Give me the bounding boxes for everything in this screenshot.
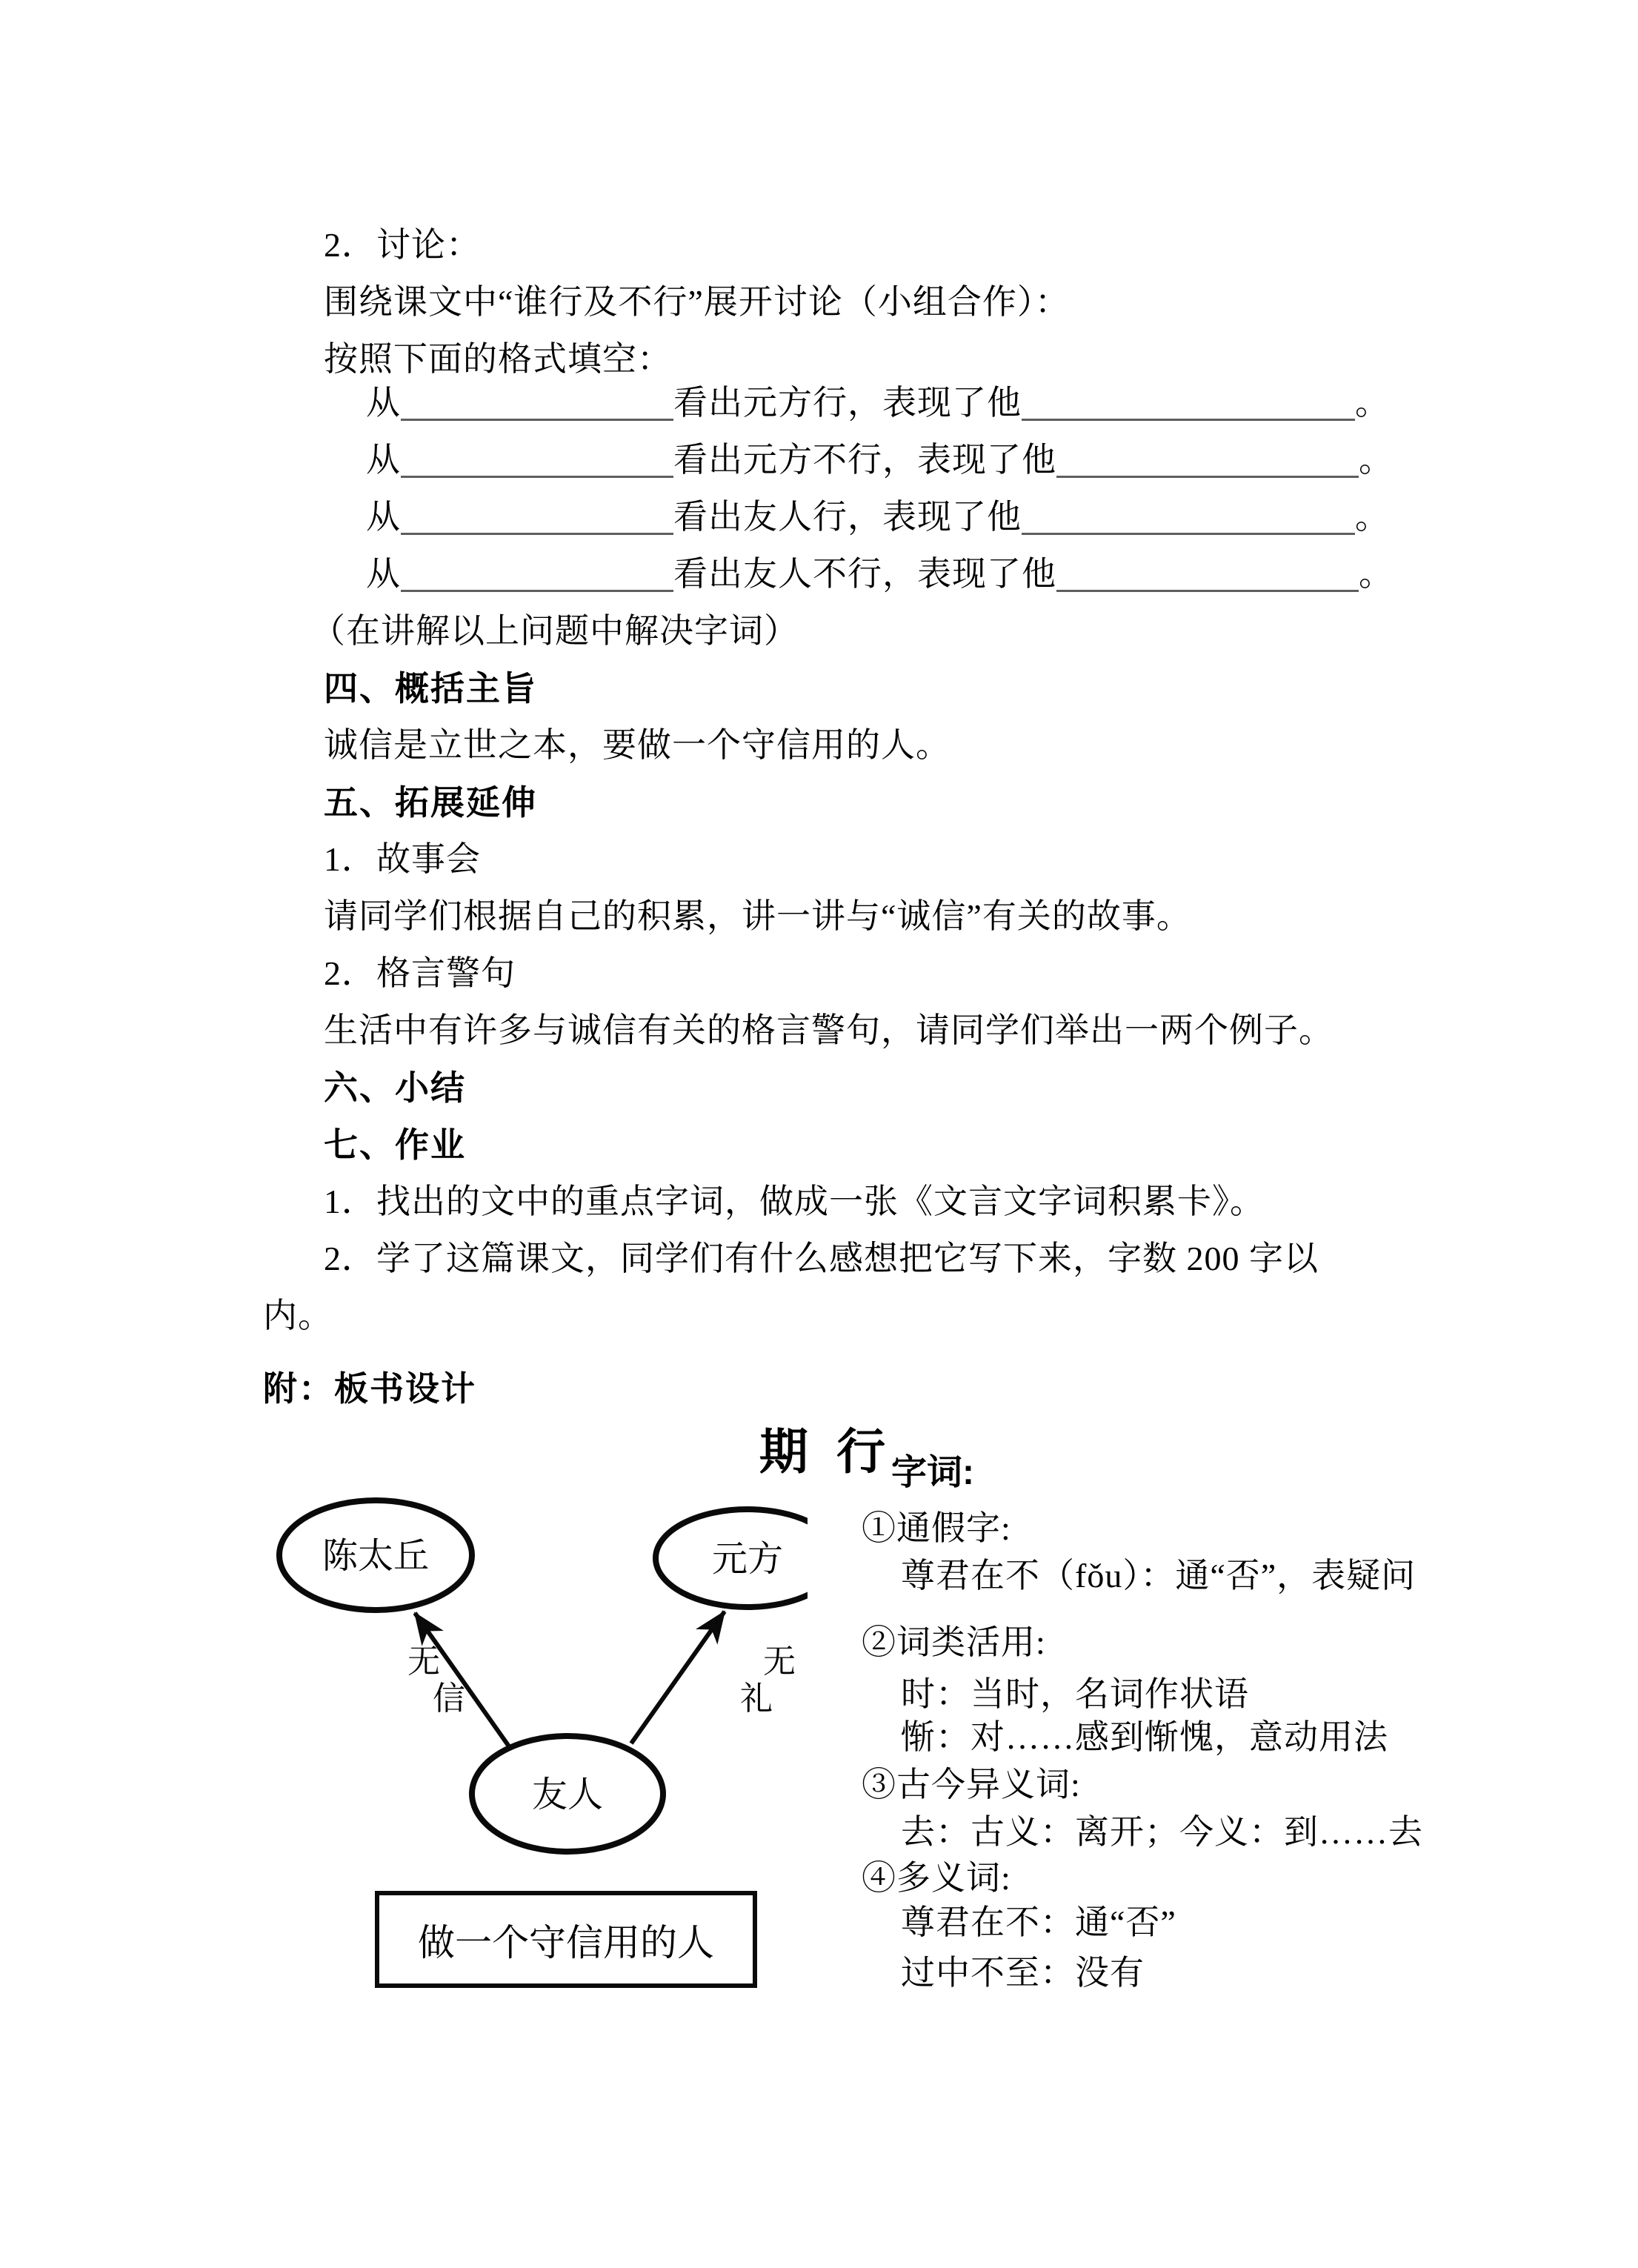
arrow-youren-to-chentaiqiu	[415, 1613, 509, 1746]
blank-underline	[401, 419, 673, 421]
board-diagram	[244, 1474, 808, 1993]
edge-label-wu-li-2: 礼	[740, 1680, 773, 1717]
edge-label-wu-xin-2: 信	[433, 1680, 465, 1717]
blank-underline	[1056, 476, 1359, 478]
doc-line-motto: 2．格言警句	[324, 954, 516, 992]
section-heading-board-design: 附：板书设计	[263, 1369, 476, 1408]
conclusion-box-label: 做一个守信用的人	[418, 1922, 714, 1963]
glossary-sub-shi: 时：当时，名词作状语	[901, 1675, 1249, 1713]
fill-line	[366, 551, 1394, 597]
blank-underline	[401, 533, 673, 535]
doc-line-homework-2-cont: 内。	[263, 1297, 333, 1334]
doc-line-story-task: 请同学们根据自己的积累，讲一讲与“诚信”有关的故事。	[324, 897, 1191, 935]
glossary-heading: 字词:	[891, 1453, 974, 1492]
fill-mid: 看出友人行，表现了他	[673, 498, 1022, 536]
node-label-youren: 友人	[531, 1775, 604, 1815]
doc-line-homework-2: 2．学了这篇课文，同学们有什么感想把它写下来，字数 200 字以	[324, 1240, 1319, 1277]
glossary-item-tongjiazi: ①通假字:	[862, 1509, 1011, 1547]
fill-mid: 看出元方行，表现了他	[673, 384, 1022, 422]
glossary-item-cilei: ②词类活用:	[862, 1623, 1046, 1661]
doc-line-fill-instruction: 按照下面的格式填空：	[324, 340, 672, 378]
edge-label-wu-xin-1: 无	[407, 1643, 440, 1680]
section-heading-extension: 五、拓展延伸	[324, 783, 537, 822]
blank-underline	[1056, 590, 1359, 592]
doc-line-motto-task: 生活中有许多与诚信有关的格言警句，请同学们举出一两个例子。	[324, 1011, 1334, 1049]
doc-line-theme: 诚信是立世之本，要做一个守信用的人。	[324, 726, 950, 764]
blank-underline	[401, 476, 673, 478]
glossary-sub-zunjun: 尊君在不：通“否”	[901, 1903, 1176, 1941]
section-heading-summary: 四、概括主旨	[324, 669, 537, 708]
board-title: 期 行	[759, 1424, 893, 1479]
fill-suffix: 。	[1355, 498, 1390, 536]
fill-suffix: 。	[1355, 384, 1390, 422]
fill-suffix: 。	[1359, 441, 1394, 479]
arrow-youren-to-yuanfang	[631, 1612, 725, 1743]
fill-prefix: 从	[366, 441, 401, 479]
node-label-chen-taiqiu: 陈太丘	[322, 1537, 430, 1576]
section-heading-homework: 七、作业	[324, 1125, 466, 1164]
fill-suffix: 。	[1359, 555, 1394, 593]
glossary-item-gujin: ③古今异义词:	[862, 1766, 1081, 1803]
fill-prefix: 从	[366, 555, 401, 593]
doc-line-discussion: 2．讨论：	[324, 226, 481, 264]
fill-line	[366, 437, 1394, 483]
node-label-yuanfang: 元方	[711, 1540, 784, 1579]
doc-line-story-meeting: 1．故事会	[324, 840, 481, 878]
blank-underline	[1022, 533, 1355, 535]
edge-label-wu-li-1: 无	[763, 1643, 796, 1680]
fill-mid: 看出友人不行，表现了他	[673, 555, 1056, 593]
fill-line	[366, 380, 1390, 426]
doc-line-discussion-topic: 围绕课文中“谁行及不行”展开讨论（小组合作）：	[324, 283, 1070, 321]
glossary-sub-zunjun-fou: 尊君在不（fǒu）：通“否”，表疑问	[901, 1557, 1416, 1594]
glossary-sub-can: 惭：对……感到惭愧，意动用法	[901, 1718, 1388, 1756]
glossary-sub-guozhong: 过中不至：没有	[901, 1954, 1145, 1992]
glossary-sub-qu: 去：古义：离开；今义：到……去	[901, 1813, 1423, 1851]
blank-underline	[1022, 419, 1355, 421]
doc-line-note: （在讲解以上问题中解决字词）	[311, 612, 799, 650]
fill-line	[366, 494, 1390, 540]
section-heading-recap: 六、小结	[324, 1068, 466, 1107]
fill-prefix: 从	[366, 498, 401, 536]
fill-mid: 看出元方不行，表现了他	[673, 441, 1056, 479]
glossary-item-duoyici: ④多义词:	[862, 1859, 1011, 1897]
blank-underline	[401, 590, 673, 592]
doc-line-homework-1: 1．找出的文中的重点字词，做成一张《文言文字词积累卡》。	[324, 1183, 1265, 1220]
fill-prefix: 从	[366, 384, 401, 422]
